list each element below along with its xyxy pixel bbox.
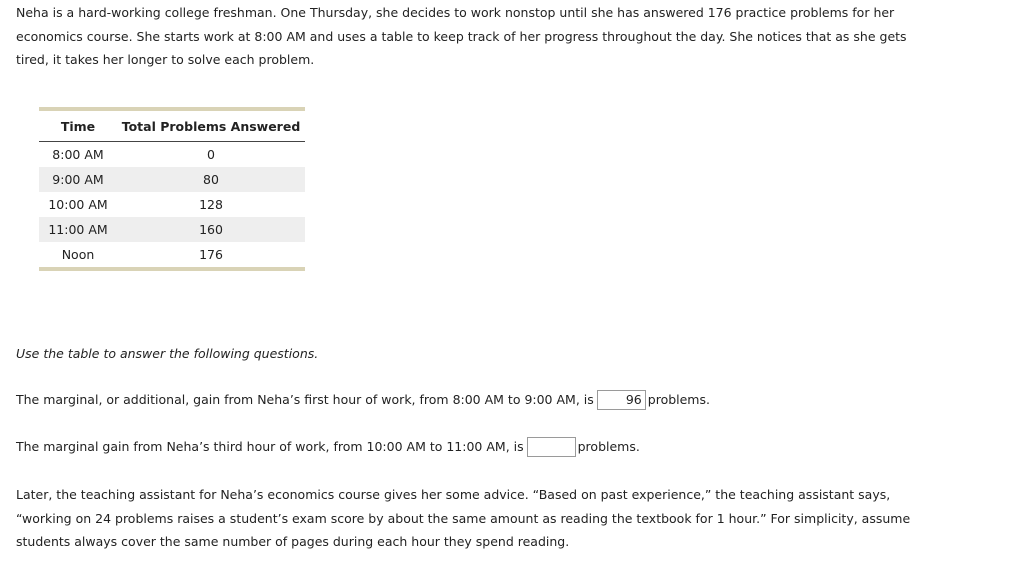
cell-total: 128	[199, 197, 223, 212]
table-header-row	[39, 111, 305, 142]
table-row	[39, 167, 305, 192]
header-time: Time	[39, 111, 117, 142]
question-third-hour-suffix: problems.	[577, 439, 640, 454]
cell-time: 11:00 AM	[39, 217, 117, 242]
question-third-hour-text: The marginal gain from Neha’s third hour of work, from 10:00 AM to 11:00 AM, is	[16, 439, 524, 454]
question-first-hour	[16, 390, 710, 411]
table-row	[39, 142, 305, 168]
table-bottom-rule	[39, 267, 305, 271]
cell-time: 10:00 AM	[48, 197, 108, 212]
intro-paragraph: Neha is a hard-working college freshman. One Thursday, she decides to work nonstop until she has answered 176 practice problems for her economics course. She starts work at 8:00 AM and uses a table to keep track of her progress throughout the day. She notices that as she gets tired, it takes her longer to solve each problem.	[16, 5, 907, 67]
cell-total: 176	[199, 247, 223, 262]
cell-time: 9:00 AM	[39, 167, 117, 192]
header-total-problems: Total Problems Answered	[117, 111, 305, 142]
first-hour-answer-input[interactable]	[597, 390, 646, 410]
question-first-hour-suffix: problems.	[647, 392, 710, 407]
cell-total: 80	[117, 167, 305, 192]
progress-table	[39, 107, 305, 271]
cell-total: 0	[207, 147, 215, 162]
instruction-text: Use the table to answer the following questions.	[16, 346, 319, 361]
cell-time: Noon	[61, 247, 95, 262]
third-hour-answer-input[interactable]	[527, 437, 576, 457]
problems-table	[39, 111, 305, 267]
table-row	[39, 217, 305, 242]
cell-time: 8:00 AM	[52, 147, 104, 162]
question-third-hour	[16, 437, 640, 458]
question-first-hour-text: The marginal, or additional, gain from Neha’s first hour of work, from 8:00 AM to 9:00 AM, is	[16, 392, 594, 407]
advice-paragraph: Later, the teaching assistant for Neha’s economics course gives her some advice. “Based on past experience,” the teaching assistant says, “working on 24 problems raises a student’s exam score by about the same amount as reading the textbook for 1 hour.” For simplicity, assume students always cover the same number of pages during each hour they spend reading.	[16, 487, 911, 549]
table-row	[39, 242, 305, 267]
table-row	[39, 192, 305, 217]
cell-total: 160	[117, 217, 305, 242]
